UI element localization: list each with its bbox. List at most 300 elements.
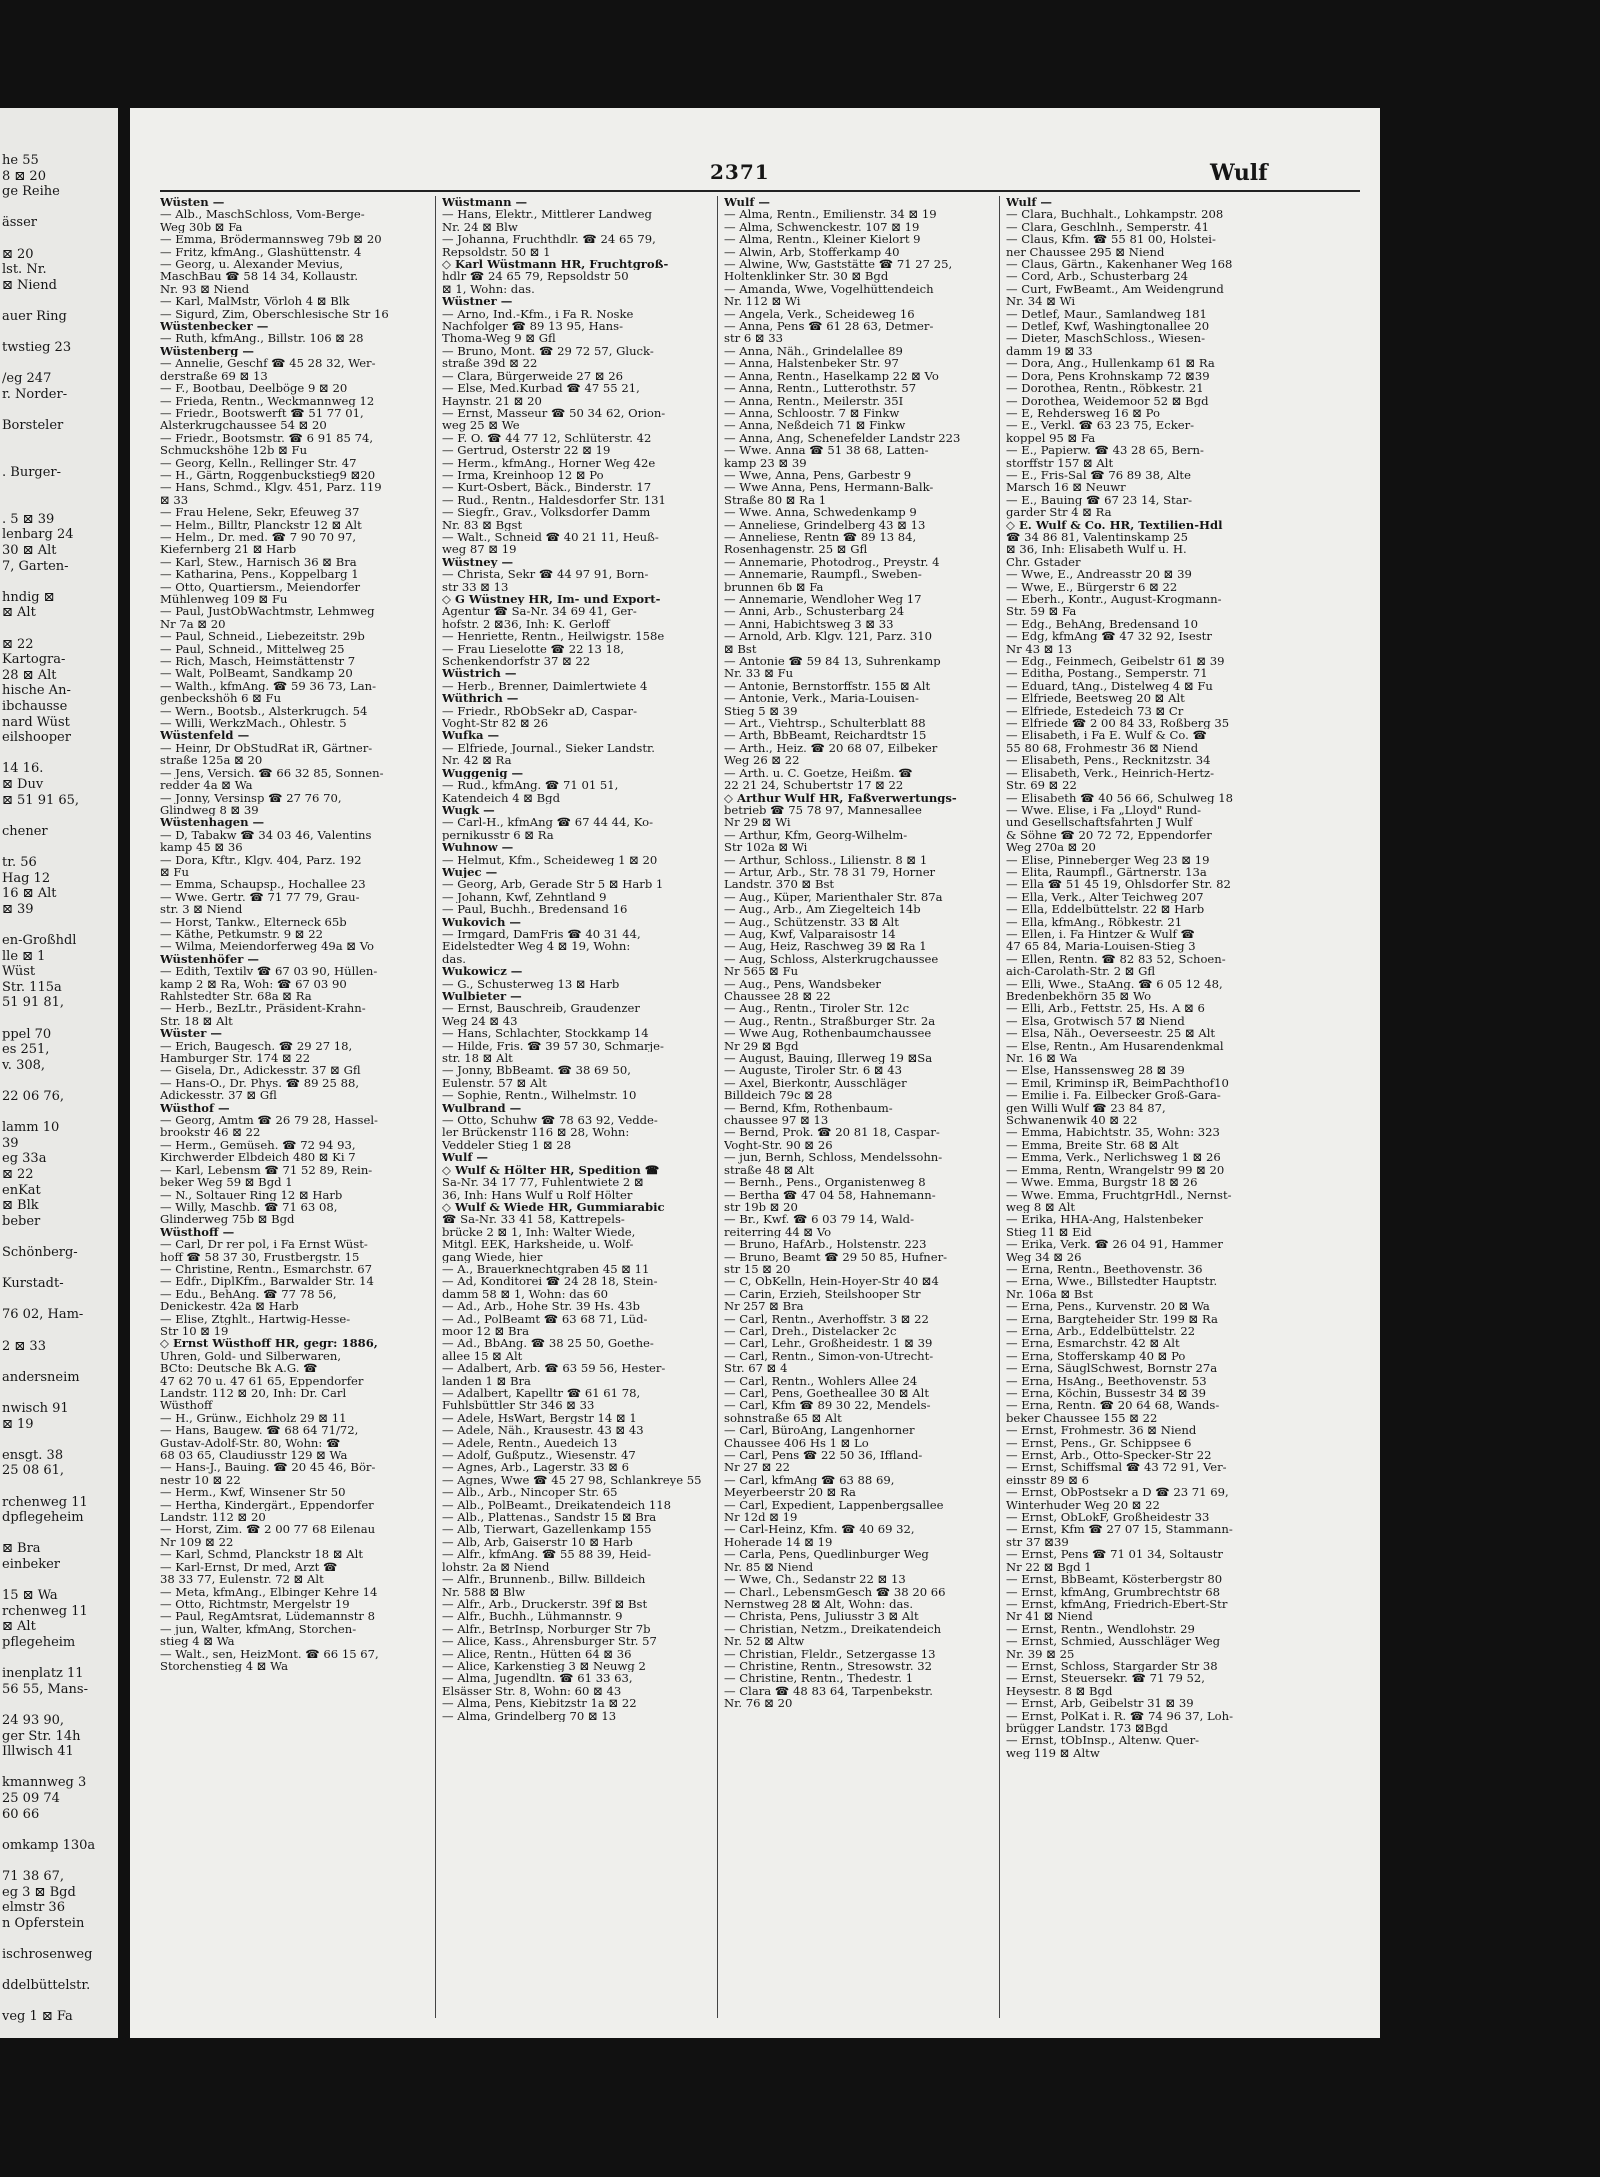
directory-entry-line: — Erna, HsAng., Beethovenstr. 53 <box>1006 1374 1207 1387</box>
directory-entry-line: Nachfolger ☎ 89 13 95, Hans- <box>442 320 623 333</box>
directory-entry-line: — Wwe. Elise, i Fa „Lloyd" Rund- <box>1006 803 1202 817</box>
directory-entry-line: — Carin, Erzieh, Steilshooper Str <box>724 1287 921 1301</box>
directory-entry-line: gen Willi Wulf ☎ 23 84 87, <box>1006 1101 1166 1115</box>
left-page-fragment: elmstr 36 <box>2 1900 65 1916</box>
directory-entry-line: — Christine, Rentn., Stresowstr. 32 <box>724 1659 932 1673</box>
directory-entry-line: Wüstenfeld — <box>160 729 250 742</box>
directory-entry-line: — Erna, Bargteheider Str. 199 ⊠ Ra <box>1006 1312 1218 1325</box>
directory-entry-line: — Christian, Fleldr., Setzergasse 13 <box>724 1647 936 1660</box>
directory-entry-line: Veddeler Stieg 1 ⊠ 28 <box>442 1138 572 1152</box>
directory-entry-line: — Wwe. Emma, FruchtgrHdl., Nernst- <box>1006 1188 1232 1201</box>
directory-entry-line: — Aug, Kwf, Valparaisostr 14 <box>724 927 896 941</box>
directory-entry-line: — Gertrud, Osterstr 22 ⊠ 19 <box>442 444 611 457</box>
directory-entry-line: — Adalbert, Kapelltr ☎ 61 61 78, <box>442 1387 641 1400</box>
directory-entry-line: — Clara ☎ 48 83 64, Tarpenbekstr. <box>724 1684 933 1698</box>
directory-entry-line: — Anneliese, Rentn ☎ 89 13 84, <box>724 530 917 544</box>
directory-entry-line: — Paul, Buchh., Bredensand 16 <box>442 903 628 916</box>
directory-entry-line: — Alice, Kass., Ahrensburger Str. 57 <box>442 1635 657 1648</box>
directory-entry-line: — Johanna, Fruchthdlr. ☎ 24 65 79, <box>442 233 656 246</box>
directory-entry-line: — Annelie, Geschf ☎ 45 28 32, Wer- <box>160 357 376 370</box>
directory-entry-line: Nr. 39 ⊠ 25 <box>1006 1647 1075 1660</box>
directory-entry-line: — Emma, Verk., Nerlichsweg 1 ⊠ 26 <box>1006 1151 1221 1164</box>
left-page-fragment: lle ⊠ 1 <box>2 948 46 964</box>
directory-entry-line: ⊠ Fu <box>160 865 189 879</box>
directory-entry-line: — Karl, MalMstr, Vörloh 4 ⊠ Blk <box>160 295 350 308</box>
left-page-fragment: 7, Garten- <box>2 558 69 574</box>
directory-entry-line: genbeckshöh 6 ⊠ Fu <box>160 692 282 705</box>
directory-entry-line: — Hans, Schlachter, Stockkamp 14 <box>442 1027 649 1040</box>
left-page-fragment: 14 16. <box>2 761 44 777</box>
directory-entry-line: — Arthur, Schloss., Lilienstr. 8 ⊠ 1 <box>724 853 928 866</box>
directory-entry-line: — Alb., Arb., Nincoper Str. 65 <box>442 1486 618 1499</box>
directory-entry-line: str 15 ⊠ 20 <box>724 1262 791 1276</box>
directory-entry-line: — Emilie i. Fa. Eilbecker Groß-Gara- <box>1006 1089 1221 1102</box>
directory-entry-line: — Ernst, ObPostsekr a D ☎ 23 71 69, <box>1006 1486 1229 1499</box>
left-page-fragment: Schönberg- <box>2 1245 78 1260</box>
directory-entry-line: — Agnes, Wwe ☎ 45 27 98, Schlankreye 55 <box>442 1473 702 1487</box>
left-page-fragment: pflegeheim <box>2 1635 76 1650</box>
directory-entry-line: — Bertha ☎ 47 04 58, Hahnemann- <box>724 1188 936 1201</box>
directory-entry-line: — Adalbert, Arb. ☎ 63 59 56, Hester- <box>442 1362 666 1375</box>
directory-entry-line: redder 4a ⊠ Wa <box>160 779 253 792</box>
directory-entry-line: — Aug., Pens, Wandsbeker <box>724 977 881 990</box>
left-page-fragment: Kartogra- <box>2 652 66 668</box>
directory-entry-line: — Erika, Verk. ☎ 26 04 91, Hammer <box>1006 1238 1223 1251</box>
directory-entry-line: — Otto, Quartiersm., Meiendorfer <box>160 580 361 593</box>
directory-entry-line: — E., Verkl. ☎ 63 23 75, Ecker- <box>1006 419 1195 432</box>
left-page-fragment: 71 38 67, <box>2 1869 65 1884</box>
left-page-fragment: enKat <box>2 1182 41 1198</box>
directory-entry-line: Wulbieter — <box>442 990 522 1003</box>
directory-entry-line: — Elfriede, Beetsweg 20 ⊠ Alt <box>1006 692 1185 705</box>
directory-entry-line: — Ad., PolBeamt ☎ 63 68 71, Lüd- <box>442 1312 648 1325</box>
directory-entry-line: pernikusstr 6 ⊠ Ra <box>442 828 554 842</box>
directory-entry-line: — Dorothea, Weidemoor 52 ⊠ Bgd <box>1006 394 1209 407</box>
directory-entry-line: — Elfriede ☎ 2 00 84 33, Roßberg 35 <box>1006 717 1230 730</box>
left-page-fragment: 15 ⊠ Wa <box>2 1588 58 1604</box>
directory-entry-line: — Hans, Baugew. ☎ 68 64 71/72, <box>160 1424 359 1437</box>
directory-entry-line: Bredenbekhörn 35 ⊠ Wo <box>1006 990 1152 1003</box>
directory-entry-line: — Br., Kwf. ☎ 6 03 79 14, Wald- <box>724 1213 915 1226</box>
directory-entry-line: — Erika, HHA-Ang, Halstenbeker <box>1006 1213 1203 1226</box>
directory-entry-line: Wüstrich — <box>442 667 517 680</box>
directory-entry-line: Nr 565 ⊠ Fu <box>724 965 799 978</box>
directory-entry-line: — Wwe, Anna, Pens, Garbestr 9 <box>724 468 912 482</box>
left-page-fragment: 2 ⊠ 33 <box>2 1338 46 1354</box>
directory-entry-line: — E., Papierw. ☎ 43 28 65, Bern- <box>1006 444 1204 457</box>
directory-entry-line: — Carl, Rentn., Simon-von-Utrecht- <box>724 1349 934 1363</box>
directory-entry-line: MaschBau ☎ 58 14 34, Kollaustr. <box>160 270 359 283</box>
directory-entry-line: — Erna, SäuglSchwest, Bornstr 27a <box>1006 1362 1218 1375</box>
directory-entry-line: Wüsthoff <box>160 1399 213 1412</box>
directory-entry-line: kamp 23 ⊠ 39 <box>724 456 807 469</box>
directory-entry-line: Weg 26 ⊠ 22 <box>724 754 800 767</box>
directory-entry-line: — Ernst, Arb., Otto-Specker-Str 22 <box>1006 1449 1212 1462</box>
directory-entry-line: 68 03 65, Claudiusstr 129 ⊠ Wa <box>160 1449 348 1462</box>
directory-entry-line: — Elise, Ztghlt., Hartwig-Hesse- <box>160 1312 351 1325</box>
directory-entry-line: Wüstenberg — <box>160 344 254 358</box>
directory-entry-line: hofstr. 2 ⊠36, Inh: K. Gerloff <box>442 617 610 631</box>
directory-entry-line: Uhren, Gold- und Silberwaren, <box>160 1349 342 1363</box>
directory-entry-line: straße 39d ⊠ 22 <box>442 357 538 370</box>
directory-entry-line: Wugk — <box>442 803 495 817</box>
directory-entry-line: Repsoldstr. 50 ⊠ 1 <box>442 245 551 259</box>
directory-entry-line: — Aug., Arb., Am Ziegelteich 14b <box>724 903 921 916</box>
directory-entry-line: Haynstr. 21 ⊠ 20 <box>442 394 542 407</box>
directory-entry-line: — Else, Med.Kurbad ☎ 47 55 21, <box>442 382 640 395</box>
left-page-fragment: 22 06 76, <box>2 1089 65 1104</box>
directory-entry-line: straße 48 ⊠ Alt <box>724 1163 814 1177</box>
directory-entry-line: Nr 12d ⊠ 19 <box>724 1511 798 1524</box>
left-page-fragment: en-Großhdl <box>2 933 77 948</box>
directory-entry-line: — Arno, Ind.-Kfm., i Fa R. Noske <box>442 307 634 321</box>
directory-entry-line: — Helm., Dr. med. ☎ 7 90 70 97, <box>160 530 357 544</box>
directory-entry-line: Str. 18 ⊠ Alt <box>160 1014 233 1028</box>
directory-entry-line: — Charl., LebensmGesch ☎ 38 20 66 <box>724 1585 946 1598</box>
directory-entry-line: — Alma, Jugendltn. ☎ 61 33 63, <box>442 1672 633 1685</box>
directory-entry-line: Nr. 33 ⊠ Fu <box>724 667 794 680</box>
left-page-fragment: 30 ⊠ Alt <box>2 543 57 558</box>
directory-entry-line: Storchenstieg 4 ⊠ Wa <box>160 1659 288 1673</box>
directory-entry-line: ◇ Ernst Wüsthoff HR, gegr: 1886, <box>160 1337 378 1350</box>
left-page-fragment: 76 02, Ham- <box>2 1307 84 1323</box>
directory-entry-line: — jun, Walter, kfmAng, Storchen- <box>160 1622 357 1636</box>
directory-entry-line: — Alfr., Arb., Druckerstr. 39f ⊠ Bst <box>442 1597 648 1611</box>
directory-entry-line: Wüstenhöfer — <box>160 952 259 966</box>
directory-entry-line: Holtenklinker Str. 30 ⊠ Bgd <box>724 270 889 283</box>
left-page-fragment: . Burger- <box>2 465 62 480</box>
left-page-fragment: dpflegeheim <box>2 1510 84 1526</box>
directory-entry-line: Denickestr. 42a ⊠ Harb <box>160 1300 299 1313</box>
directory-entry-line: Straße 80 ⊠ Ra 1 <box>724 493 827 507</box>
directory-entry-line: — Elisabeth ☎ 40 56 66, Schulweg 18 <box>1006 791 1233 804</box>
directory-entry-line: — Ellen, i. Fa Hintzer & Wulf ☎ <box>1006 927 1195 941</box>
directory-entry-line: Weg 270a ⊠ 20 <box>1006 841 1096 854</box>
directory-entry-line: ◇ E. Wulf & Co. HR, Textilien-Hdl <box>1006 518 1223 531</box>
directory-entry-line: Nr 257 ⊠ Bra <box>724 1300 804 1313</box>
directory-entry-line: — Emma, Rentn, Wrangelstr 99 ⊠ 20 <box>1006 1163 1225 1177</box>
directory-entry-line: Stieg 5 ⊠ 39 <box>724 704 798 718</box>
left-page-fragment: lst. Nr. <box>2 262 47 278</box>
directory-entry-line: — Ruth, kfmAng., Billstr. 106 ⊠ 28 <box>160 332 364 345</box>
directory-entry-line: — Dora, Ang., Hullenkamp 61 ⊠ Ra <box>1006 357 1215 370</box>
left-page-fragment: nard Wüst <box>2 714 70 730</box>
directory-entry-line: — Henriette, Rentn., Heilwigstr. 158e <box>442 630 665 643</box>
directory-entry-line: Nr. 112 ⊠ Wi <box>724 295 801 308</box>
directory-entry-line: damm 58 ⊠ 1, Wohn: das 60 <box>442 1287 608 1301</box>
directory-entry-line: — Ernst, Kfm ☎ 27 07 15, Stammann- <box>1006 1523 1233 1536</box>
directory-page <box>130 108 1380 2038</box>
left-page-fragment: auer Ring <box>2 309 67 324</box>
directory-entry-line: — Aug, Schloss, Alsterkrugchaussee <box>724 952 939 966</box>
directory-entry-line: — Arth, BbBeamt, Reichardtstr 15 <box>724 729 927 742</box>
left-page-fragment: 25 09 74 <box>2 1791 60 1806</box>
directory-entry-line: — Annemarie, Raumpfl., Sweben- <box>724 568 922 581</box>
left-page-fragment: ⊠ Alt <box>2 605 36 621</box>
directory-entry-line: Nr 27 ⊠ 22 <box>724 1461 790 1474</box>
directory-entry-line: — Elli, Arb., Fettstr. 25, Hs. A ⊠ 6 <box>1006 1002 1205 1015</box>
directory-entry-line: — Cord, Arb., Schusterbarg 24 <box>1006 270 1188 283</box>
directory-entry-line: — Ernst, Schloss, Stargarder Str 38 <box>1006 1659 1218 1673</box>
directory-entry-line: aich-Carolath-Str. 2 ⊠ Gfl <box>1006 965 1156 978</box>
directory-entry-line: — Willi, WerkzMach., Ohlestr. 5 <box>160 717 347 730</box>
directory-entry-line: derstraße 69 ⊠ 13 <box>160 369 268 383</box>
directory-entry-line: — Emil, Kriminsp iR, BeimPachthof10 <box>1006 1076 1229 1090</box>
directory-entry-line: Str. 67 ⊠ 4 <box>724 1362 788 1375</box>
directory-entry-line: — Antonie, Verk., Maria-Louisen- <box>724 692 919 705</box>
directory-entry-line: Wüsthoff — <box>160 1225 235 1239</box>
directory-entry-line: Schenkendorfstr 37 ⊠ 22 <box>442 655 591 668</box>
directory-entry-line: — Dieter, MaschSchloss., Wiesen- <box>1006 332 1206 345</box>
left-page-fragment: rchenweg 11 <box>2 1494 88 1510</box>
directory-entry-line: Nr 109 ⊠ 22 <box>160 1535 234 1549</box>
directory-entry-line: — Editha, Postang., Semperstr. 71 <box>1006 667 1208 680</box>
directory-entry-line: Nr. 52 ⊠ Altw <box>724 1635 805 1648</box>
directory-entry-line: str 37 ⊠39 <box>1006 1535 1069 1549</box>
directory-entry-line: Hamburger Str. 174 ⊠ 22 <box>160 1052 311 1065</box>
directory-entry-line: — Otto, Richtmstr, Mergelstr 19 <box>160 1597 350 1611</box>
directory-entry-line: allee 15 ⊠ Alt <box>442 1349 523 1363</box>
directory-entry-line: — Georg, Arb, Gerade Str 5 ⊠ Harb 1 <box>442 878 664 891</box>
directory-entry-line: — Georg, u. Alexander Mevius, <box>160 258 344 271</box>
directory-entry-line: — Carl, Expedient, Lappenbergsallee <box>724 1498 944 1512</box>
directory-entry-line: — Carl, kfmAng ☎ 63 88 69, <box>724 1473 895 1487</box>
directory-entry-line: Heysestr. 8 ⊠ Bgd <box>1006 1684 1113 1698</box>
directory-entry-line: Gustav-Adolf-Str. 80, Wohn: ☎ <box>160 1436 341 1450</box>
directory-entry-line: — Wwe Aug, Rothenbaumchaussee <box>724 1027 932 1040</box>
directory-entry-line: storffstr 157 ⊠ Alt <box>1006 456 1114 469</box>
left-page-fragment: ibchausse <box>2 699 68 714</box>
directory-entry-line: — Anna, Rentn., Lutterothstr. 57 <box>724 382 917 395</box>
directory-entry-line: Wukowicz — <box>442 965 523 978</box>
directory-entry-line: weg 119 ⊠ Altw <box>1006 1746 1100 1760</box>
directory-entry-line: einsstr 89 ⊠ 6 <box>1006 1473 1090 1487</box>
directory-entry-line: — Carl, Rentn., Wohlers Allee 24 <box>724 1374 918 1387</box>
left-page-fragment: 39 <box>2 1135 19 1151</box>
directory-entry-line: — Carl, Lehr., Großheidestr. 1 ⊠ 39 <box>724 1337 933 1350</box>
left-page-fragment: ddelbüttelstr. <box>2 1978 91 1994</box>
directory-entry-line: Str 102a ⊠ Wi <box>724 841 808 854</box>
directory-entry-line: weg 25 ⊠ We <box>442 419 520 432</box>
directory-entry-line: — Paul, Schneid., Mittelweg 25 <box>160 642 345 656</box>
directory-entry-line: — Detlef, Maur., Samlandweg 181 <box>1006 307 1207 321</box>
directory-entry-line: — Käthe, Petkumstr. 9 ⊠ 22 <box>160 927 323 941</box>
directory-entry-line: Wujec — <box>442 865 498 879</box>
directory-entry-line: — Alb., MaschSchloss, Vom-Berge- <box>160 208 365 221</box>
directory-entry-line: — Hertha, Kindergärt., Eppendorfer <box>160 1498 374 1512</box>
directory-entry-line: — Ernst, Frohmestr. 36 ⊠ Niend <box>1006 1424 1197 1437</box>
directory-entry-line: — Fritz, kfmAng., Glashüttenstr. 4 <box>160 245 362 259</box>
directory-entry-line: — Aug., Küper, Marienthaler Str. 87a <box>724 890 943 904</box>
directory-entry-line: Glindweg 8 ⊠ 39 <box>160 803 259 817</box>
directory-entry-line: — Walt., sen, HeizMont. ☎ 66 15 67, <box>160 1647 379 1660</box>
directory-entry-line: — Alb, Tierwart, Gazellenkamp 155 <box>442 1523 652 1536</box>
directory-entry-line: Chr. Gstader <box>1006 555 1081 569</box>
directory-entry-line: — Alma, Rentn., Emilienstr. 34 ⊠ 19 <box>724 208 937 221</box>
directory-entry-line: — Ernst, Schmied, Ausschläger Weg <box>1006 1635 1221 1648</box>
left-page-fragment: beber <box>2 1213 41 1229</box>
directory-entry-line: — Erna, Wwe., Billstedter Hauptstr. <box>1006 1275 1218 1288</box>
directory-entry-line: ◇ Wulf & Wiede HR, Gummiarabic <box>442 1200 665 1214</box>
directory-entry-line: — Erna, Stofferskamp 40 ⊠ Po <box>1006 1349 1186 1363</box>
directory-entry-line: — Herm., Gemüseh. ☎ 72 94 93, <box>160 1138 356 1152</box>
directory-entry-line: Wüstmann — <box>442 196 528 209</box>
directory-entry-line: 36, Inh: Hans Wulf u Rolf Hölter <box>442 1188 633 1201</box>
directory-entry-line: — Else, Hanssensweg 28 ⊠ 39 <box>1006 1064 1185 1077</box>
directory-entry-line: — Aug., Rentn., Tiroler Str. 12c <box>724 1002 910 1015</box>
directory-entry-line: — Alfr., BetrInsp, Norburger Str 7b <box>442 1622 651 1636</box>
left-page-fragment: ger Str. 14h <box>2 1728 81 1744</box>
directory-entry-line: — Erna, Köchin, Bussestr 34 ⊠ 39 <box>1006 1387 1207 1400</box>
directory-entry-line: — Elisabeth, Verk., Heinrich-Hertz- <box>1006 766 1215 780</box>
directory-entry-line: reiterring 44 ⊠ Vo <box>724 1225 832 1239</box>
directory-entry-line: — Ernst, BbBeamt, Kösterbergstr 80 <box>1006 1573 1223 1586</box>
directory-entry-line: — Irma, Kreinhoop 12 ⊠ Po <box>442 468 604 482</box>
directory-entry-line: kamp 45 ⊠ 36 <box>160 841 243 854</box>
directory-entry-line: — Adele, Rentn., Auedeich 13 <box>442 1436 618 1450</box>
directory-entry-line: — Jonny, Versinsp ☎ 27 76 70, <box>160 791 342 804</box>
directory-entry-line: Thoma-Weg 9 ⊠ Gfl <box>442 332 556 345</box>
directory-entry-line: — Erna, Arb., Eddelbüttelstr. 22 <box>1006 1324 1196 1338</box>
left-page-fragment: nwisch 91 <box>2 1401 69 1416</box>
directory-entry-line: — Ad, Konditorei ☎ 24 28 18, Stein- <box>442 1275 658 1288</box>
left-page-fragment: Illwisch 41 <box>2 1744 74 1760</box>
left-page-fragment: ⊠ 20 <box>2 246 34 262</box>
left-page-fragment: ⊠ 19 <box>2 1416 34 1432</box>
left-page-fragment: lamm 10 <box>2 1120 60 1136</box>
directory-entry-line: — Karl, Lebensm ☎ 71 52 89, Rein- <box>160 1163 373 1177</box>
left-page-fragment: 25 08 61, <box>2 1463 65 1479</box>
directory-entry-line: — Herm., kfmAng., Horner Weg 42e <box>442 456 656 469</box>
left-page-fragment: 16 ⊠ Alt <box>2 886 57 902</box>
directory-entry-line: — Herb., Brenner, Daimlertwiete 4 <box>442 679 648 693</box>
directory-entry-line: — Jonny, BbBeamt. ☎ 38 69 50, <box>442 1064 631 1077</box>
directory-entry-line: Nr. 24 ⊠ Blw <box>442 220 518 234</box>
left-page-fragment: ⊠ 22 <box>2 636 34 652</box>
column-2 <box>442 196 712 2018</box>
left-page-fragment: 60 66 <box>2 1806 40 1822</box>
directory-entry-line: — Sigurd, Zim, Oberschlesische Str 16 <box>160 307 389 321</box>
directory-entry-line: — Carl, BüroAng, Langenhorner <box>724 1424 915 1437</box>
directory-entry-line: — Anna, Halstenbeker Str. 97 <box>724 357 899 370</box>
directory-entry-line: — H., Gärtn, Roggenbuckstieg9 ⊠20 <box>160 468 376 482</box>
left-page-fragment: 56 55, Mans- <box>2 1681 88 1697</box>
directory-entry-line: Wüsten — <box>160 196 225 209</box>
directory-entry-line: ⊠ Bst <box>724 642 757 656</box>
directory-entry-line: — Anna, Neßdeich 71 ⊠ Finkw <box>724 419 906 432</box>
directory-entry-line: — E, Rehdersweg 16 ⊠ Po <box>1006 406 1160 420</box>
directory-entry-line: — Anneliese, Grindelberg 43 ⊠ 13 <box>724 518 926 531</box>
directory-entry-line: Alsterkrugchaussee 54 ⊠ 20 <box>160 419 327 432</box>
directory-entry-line: — Elsa, Grotwisch 57 ⊠ Niend <box>1006 1014 1185 1028</box>
left-page-fragment: eg 3 ⊠ Bgd <box>2 1884 76 1900</box>
directory-entry-line: — Heinr, Dr ObStudRat iR, Gärtner- <box>160 741 373 755</box>
directory-entry-line: — Bernd, Prok. ☎ 20 81 18, Caspar- <box>724 1126 940 1139</box>
directory-entry-line: — Dora, Kftr., Klgv. 404, Parz. 192 <box>160 853 362 866</box>
directory-entry-line: Wüstner — <box>442 295 513 308</box>
left-page-fragment: eg 33a <box>2 1151 47 1167</box>
left-page-fragment: 51 91 81, <box>2 995 65 1011</box>
directory-entry-line: — Ernst, kfmAng, Friedrich-Ebert-Str <box>1006 1597 1228 1611</box>
directory-entry-line: — Rich, Masch, Heimstättenstr 7 <box>160 655 356 668</box>
directory-entry-line: — Bruno, Beamt ☎ 29 50 85, Hufner- <box>724 1250 948 1263</box>
directory-entry-line: — Ernst, Masseur ☎ 50 34 62, Orion- <box>442 406 666 420</box>
directory-entry-line: — Antonie, Bernstorffstr. 155 ⊠ Alt <box>724 679 931 693</box>
directory-entry-line: Weg 34 ⊠ 26 <box>1006 1250 1082 1263</box>
directory-entry-line: brunnen 6b ⊠ Fa <box>724 580 824 593</box>
directory-entry-line: — Ernst, Bauschreib, Graudenzer <box>442 1002 640 1015</box>
directory-entry-line: — Adele, HsWart, Bergstr 14 ⊠ 1 <box>442 1411 637 1425</box>
directory-entry-line: Nr. 588 ⊠ Blw <box>442 1585 526 1598</box>
directory-entry-line: — Ernst, Schiffsmal ☎ 43 72 91, Ver- <box>1006 1461 1227 1474</box>
directory-entry-line: — Friedr., Bootswerft ☎ 51 77 01, <box>160 406 364 420</box>
directory-entry-line: damm 19 ⊠ 33 <box>1006 344 1093 358</box>
directory-entry-line: weg 87 ⊠ 19 <box>442 543 517 556</box>
directory-entry-line: — C, ObKelln, Hein-Hoyer-Str 40 ⊠4 <box>724 1275 939 1288</box>
directory-entry-line: Landstr. 370 ⊠ Bst <box>724 878 835 891</box>
directory-entry-line: — Emma, Habichtstr. 35, Wohn: 323 <box>1006 1126 1220 1139</box>
directory-entry-line: Schwanenwik 40 ⊠ 22 <box>1006 1114 1138 1127</box>
directory-entry-line: — Alma, Pens, Kiebitzstr 1a ⊠ 22 <box>442 1697 637 1710</box>
column-1 <box>160 196 430 2018</box>
directory-entry-line: — Wwe. Emma, Burgstr 18 ⊠ 26 <box>1006 1176 1198 1189</box>
left-page-fragment: 28 ⊠ Alt <box>2 667 57 683</box>
directory-entry-line: Wulf — <box>1006 196 1053 209</box>
directory-entry-line: — Walt., Schneid ☎ 40 21 11, Heuß- <box>442 530 659 544</box>
directory-entry-line: — Ernst, tObInsp., Altenw. Quer- <box>1006 1734 1200 1747</box>
directory-entry-line: ◇ Karl Wüstmann HR, Fruchtgroß- <box>442 258 669 271</box>
directory-entry-line: — E., Bauing ☎ 67 23 14, Star- <box>1006 493 1193 507</box>
directory-entry-line: — Herm., Kwf, Winsener Str 50 <box>160 1486 346 1499</box>
left-page-fragment: ensgt. 38 <box>2 1447 64 1463</box>
directory-entry-line: Voght-Str. 90 ⊠ 26 <box>724 1138 833 1152</box>
directory-entry-line: — Willy, Maschb. ☎ 71 63 08, <box>160 1200 338 1214</box>
directory-entry-line: Str. 59 ⊠ Fa <box>1006 605 1077 618</box>
directory-entry-line: 22 21 24, Schubertstr 17 ⊠ 22 <box>724 779 904 792</box>
directory-entry-line: brookstr 46 ⊠ 22 <box>160 1126 261 1139</box>
directory-entry-line: — Clara, Bürgerweide 27 ⊠ 26 <box>442 369 623 383</box>
directory-entry-line: — Edg., BehAng, Bredensand 10 <box>1006 617 1198 631</box>
directory-entry-line: — Anna, Pens ☎ 61 28 63, Detmer- <box>724 320 934 333</box>
directory-entry-line: Kiefernberg 21 ⊠ Harb <box>160 543 297 556</box>
directory-entry-line: Wulbrand — <box>442 1101 522 1115</box>
directory-entry-line: — Alb., Plattenas., Sandstr 15 ⊠ Bra <box>442 1511 657 1524</box>
left-page-fragment: 24 93 90, <box>2 1713 65 1728</box>
directory-entry-line: — Agnes, Arb., Lagerstr. 33 ⊠ 6 <box>442 1461 630 1474</box>
directory-entry-line: 47 62 70 u. 47 61 65, Eppendorfer <box>160 1374 364 1387</box>
column-4 <box>1006 196 1276 2018</box>
directory-entry-line: — Alwine, Ww, Gaststätte ☎ 71 27 25, <box>724 258 953 271</box>
directory-entry-line: Nr 22 ⊠ Bgd 1 <box>1006 1560 1092 1574</box>
directory-entry-line: chaussee 97 ⊠ 13 <box>724 1114 829 1127</box>
directory-entry-line: — Ad., Arb., Hohe Str. 39 Hs. 43b <box>442 1300 640 1313</box>
directory-entry-line: Nr. 106a ⊠ Bst <box>1006 1287 1094 1301</box>
directory-entry-line: — Ernst, kfmAng, Grumbrechtstr 68 <box>1006 1585 1220 1598</box>
directory-entry-line: — Bernd, Kfm, Rothenbaum- <box>724 1101 893 1115</box>
directory-entry-line: Chaussee 406 Hs 1 ⊠ Lo <box>724 1436 869 1450</box>
directory-entry-line: — Emma, Brödermannsweg 79b ⊠ 20 <box>160 233 382 246</box>
directory-entry-line: ◇ Arthur Wulf HR, Faßverwertungs- <box>724 791 957 804</box>
directory-entry-line: — Anna, Näh., Grindelallee 89 <box>724 344 903 358</box>
directory-entry-line: — Irmgard, DamFris ☎ 40 31 44, <box>442 927 641 941</box>
directory-entry-line: Weg 24 ⊠ 43 <box>442 1014 518 1028</box>
directory-entry-line: — Walth., kfmAng. ☎ 59 36 73, Lan- <box>160 679 377 693</box>
directory-entry-line: Marsch 16 ⊠ Neuwr <box>1006 481 1126 494</box>
directory-entry-line: Wuhnow — <box>442 841 514 854</box>
directory-entry-line: Nr. 85 ⊠ Niend <box>724 1560 814 1574</box>
left-page-fragment: veg 1 ⊠ Fa <box>2 2009 73 2025</box>
left-page-fragment: Hag 12 <box>2 870 51 886</box>
